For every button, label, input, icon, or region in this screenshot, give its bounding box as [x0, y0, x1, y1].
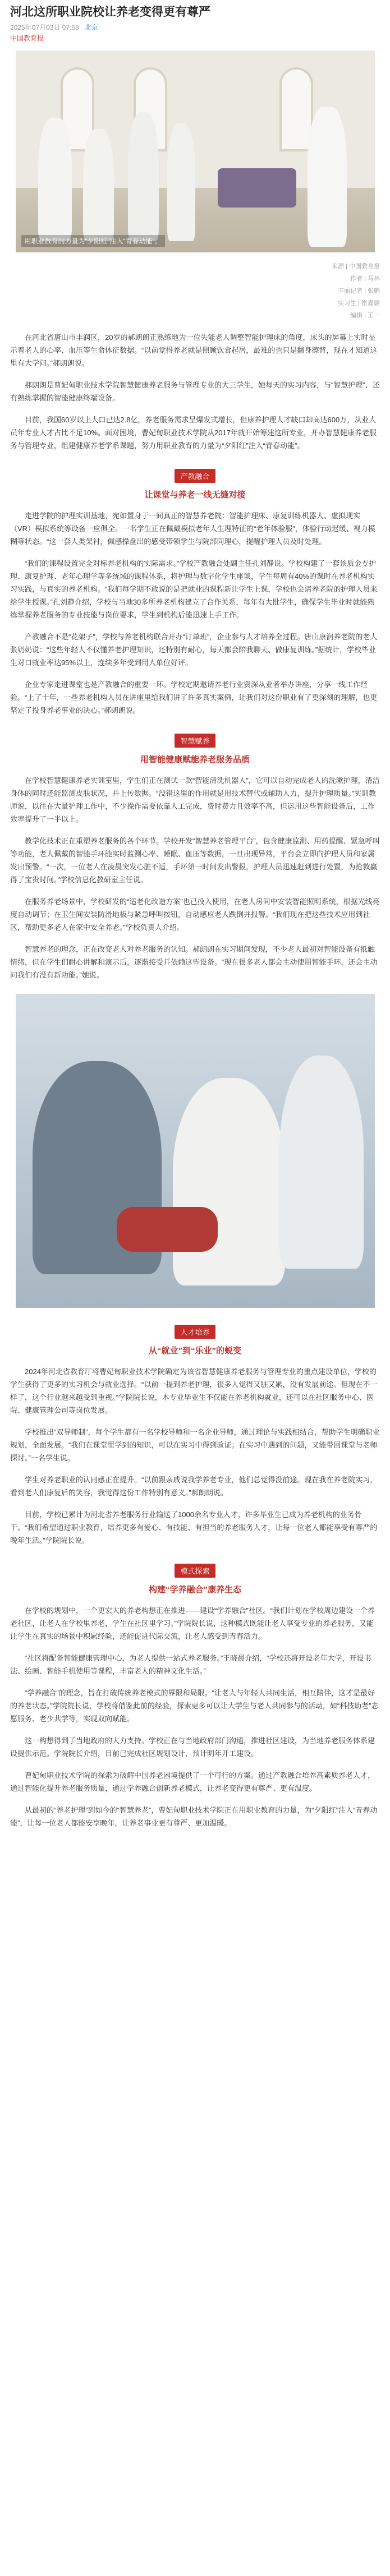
hero-window	[279, 67, 313, 151]
hero-person	[308, 107, 347, 247]
paragraph: 曹妃甸职业技术学院的探索为破解中国养老困境提供了一个可行的方案。通过产教融合培养高素质养老人才，通过智能化提升养老服务质量，通过学养融合创新养老模式，让养老变得更有尊严、更有温度。	[10, 1771, 375, 1792]
paragraph: 2024年河北省教育厅将曹妃甸职业技术学院确定为该省智慧健康养老服务与管理专业的重点建设单位，学校的学生获得了更多的实习机会与就业选择。“以前一提到养老护理，很多人觉得又脏又累，没有发展前途。但现在不一样了，这个行业越来越受到重视。”学院院长说，本专业毕业生不仅能在养老机构就业，还可以在社区服务中心、医院、健康管理公司等岗位发展。	[10, 1367, 378, 1414]
credit-line: 编辑 | 王一	[350, 312, 380, 319]
paragraph: 学校推出“双导师制”，每个学生都有一名学校导师和一名企业导师，通过理论与实践相结合，帮助学生明确职业规划，全面发展。“我们在课堂里学到的知识，可以在实习中得到验证；在实习中遇到的问题，又能带回课堂与老师探讨。”一名学生说。	[10, 1428, 380, 1462]
hero-person	[38, 118, 72, 241]
article-title: 河北这所职业院校让养老变得更有尊严	[10, 5, 210, 19]
section-title: 从“就业”到“乐业”的蜕变	[148, 1346, 241, 1356]
section-header	[10, 1564, 380, 1595]
hero-person	[83, 129, 114, 241]
section-title: 让课堂与养老一线无缝对接	[144, 490, 246, 500]
paragraph: 在服务养老场景中，学校研发的“适老化改造方案”也已投入使用，在老人房间中安装智能照明系统，根据光线亮度自动调节；在卫生间安装防滑地板与紧急呼叫按钮，自动感应老人跌倒并报警。“我们现在把这些技术应用到社区，帮助更多老人在家中安全养老。”学校负责人介绍。	[10, 897, 380, 932]
article-author[interactable]: 北京	[84, 24, 98, 31]
credit-line: 丰丽记者 | 张鹏	[338, 288, 380, 294]
credit-line: 作者 | 马林	[350, 275, 380, 282]
section-header	[10, 734, 380, 765]
paragraph: 走进学院的护理实训基地，宛如置身于一间真正的智慧养老院：智能护理床、康复训练机器人、虚拟现实（VR）模拟系统等设备一应俱全。一名学生正在佩戴模拟老年人生理特征的“老年体验服”，体验行动迟缓、视力模糊等状态。“这一套人类架衬，佩感操盘出的感受带领学生与院部同理心，提醒护理人员及时处理。	[10, 511, 375, 546]
paragraph: “社区将配备智能健康管理中心，为老人提供一站式养老服务。”王晓晨介绍，“学校还将开设老年大学，开设书法、绘画、智能手机使用等课程，丰富老人的精神文化生活。”	[10, 1654, 371, 1675]
paragraph: 智慧养老的理念，正在改变老人对养老服务的认知。郝朗朗在实习期间发现，不少老人最初对智能设备有抵触情绪，但在学生们耐心讲解和演示后，逐渐接受并依赖这些设备。“现在很多老人都会主动使用智能手环，还会主动问我们有没有新功能。”她说。	[10, 945, 378, 979]
section-badge: 产教融合	[175, 469, 215, 483]
paragraph: 郝朗朗是曹妃甸职业技术学院智慧健康养老服务与管理专业的大三学生，她每天的实习内容，与“智慧护理”、还有熟练掌握的智能健康终端设备。	[10, 381, 380, 402]
paragraph: 目前，我国60岁以上人口已达2.8亿，养老服务需求呈爆发式增长，但康养护理人才缺口却高达600万，从业人员年专业人才占比不足10%。面对困境，曹妃甸职业技术学院从2017年就开始筹建这所专业，开办智慧健康养老服务与管理专业，组建健康养老学系课题，努力用职业教育的力量为“夕阳红”注入“青春动能”。	[10, 416, 377, 450]
credit-line: 实习生 | 崔嘉璐	[338, 300, 380, 307]
article-photo	[16, 994, 375, 1308]
paragraph: 在学校智慧健康养老实训室里，学生们正在测试一款“智能清洗机器人”，它可以自动完成老人的洗漱护理，清洁身体的同时还能监测皮肤状况，并上传数据。“没错这里的作用就是用技术替代或辅助人力，提升护理质量。”实训教师说，以往在大量护理工作中，不少操作需要依靠人工完成，费时费力且效率不高，但运用这些智能设备后，工作效率提升了一半以上。	[10, 776, 380, 823]
article-date: 2025年07月03日 07:58	[10, 24, 79, 31]
hero-chair	[218, 168, 296, 208]
paragraph: 学生对养老职业的认同感正在提升。“以前跟亲戚说我学养老专业，他们总觉得没前途。现在我在养老院实习，看到老人们康复后的笑容，我觉得这份工作特别有意义。”郝朗朗说。	[10, 1476, 378, 1497]
section-title: 构建“学养融合”康养生态	[148, 1585, 241, 1595]
credits	[10, 260, 380, 322]
article-meta	[10, 22, 380, 32]
article-source-row	[10, 33, 380, 43]
paragraph: “学养融合”的理念，旨在打破传统养老模式的界限和局限。“让老人与年轻人共同生活，相互陪伴，这才是最好的养老状态。”学院院长说，学校将借鉴此前的经验，探索更多可以让大学生与老人共同参与的活动，如“科技助老”志愿服务、老少共学等，实现双向赋能。	[10, 1689, 379, 1723]
paragraph: 在河北省唐山市丰润区，20岁的郝朗朗正熟练地为一位失能老人调整智能护理床的角度，床头的屏幕上实时显示着老人的心率、血压等生命体征数据。“以前觉得养老就是照顾饮食起居，最难的也只是翻身擦背，现在才知道这里有大学问。”郝朗朗说。	[10, 333, 378, 367]
photo-figure	[279, 1056, 364, 1269]
photo-figure	[117, 1207, 218, 1252]
photo-figure	[173, 1078, 285, 1285]
hero-person	[167, 123, 195, 241]
paragraph: 教学化技术正在重塑养老服务的各个环节。学校开发“智慧养老管理平台”，包含健康监测、用药提醒、紧急呼叫等功能，老人佩戴的智能手环能实时监测心率、睡眠、血压等数据，一旦出现异常，平台会立即向护理人员和家属发出预警。“一次，一位老人在凌晨突发心脏不适，手环第一时间发出警报，护理人员迅速赶到进行处置，为抢救赢得了宝贵时间。”学校信息化教研室主任说。	[10, 837, 380, 884]
section-badge: 模式探索	[175, 1564, 215, 1578]
article-source[interactable]: 中国教育报	[10, 34, 44, 42]
paragraph: 产教融合不是“花架子”，学校与养老机构联合开办“订单班”，企业参与人才培养全过程。唐山康润养老院的老人张奶奶说：“这些年轻人不仅懂养老护理知识，还特别有耐心，每天都会陪我聊天、做康复训练。”据统计，学校毕业生对口就业率达95%以上，连续多年受到用人单位好评。	[10, 633, 378, 667]
paragraph: 目前，学校已累计为河北省养老服务行业输送了1000余名专业人才，许多毕业生已成为养老机构的业务骨干。“我们希望通过职业教育，培养更多有爱心、有技能、有担当的养老服务人才，让每一位老人都能享受有尊严的晚年生活。”学院院长说。	[10, 1510, 378, 1545]
section-header	[10, 469, 380, 500]
hero-image	[16, 50, 375, 252]
paragraph: 在学校的规划中，一个更宏大的养老构想正在推进——建设“学养融合”社区。“我们计划在学校周边建设一个养老社区，让老人在学校里养老，学生在社区里学习。”学院院长说，这种模式既能让老人享受专业的养老服务，又能让学生在真实的场景中积累经验，还能促进代际交流，让老人感受到青春活力。	[10, 1606, 375, 1640]
credit-line: 来源 | 中国教育报	[332, 263, 380, 270]
hero-caption: 用职业教育的力量为“夕阳红”注入“青春动能”。	[21, 235, 165, 247]
hero-person	[128, 112, 159, 241]
section-badge: 人才培养	[175, 1325, 215, 1339]
section-header	[10, 1325, 380, 1356]
section-badge: 智慧赋养	[175, 734, 215, 748]
section-title: 用智能健康赋能养老服务品质	[140, 755, 250, 764]
paragraph: 这一构想得到了当地政府的大力支持。学校正在与当地政府部门沟通，推进社区建设，为当地养老服务体系建设提供示范。学院院长介绍，目前已完成社区规划设计，预计明年开工建设。	[10, 1736, 375, 1758]
paragraph: “我们的课程设置完全对标养老机构的实际需求。”学校产教融合处副主任孔刘静说。学校构建了一套该质金专护理、康复护理、老年心理学等多统域的课程体系，将护理与数字化学生座谈，学生每周有40%的课时在养老机构实习实践，与真实的养老机构。“我们每学期不敢说的是把就业的课程新让学生上课，学校也会请养老院的护理人员来给学生授课。”孔刘静介绍，学校与当地30多所养老机构建立了合作关系，每年有大批学生，确保学生毕业时就能熟练掌握养老服务的专业技能与岗位要求，学生到机构后能迅速上手工作。	[10, 559, 378, 619]
paragraph: 企业专家走进课堂也是产教融合的重要一环。学校定期邀请养老行业资深从业者举办讲座，分享一线工作经验。“上了十年，一些养老机构人员在讲座里给我们讲了许多真实案例，让我们对这份职业有了更深刻的理解，也更坚定了投身养老事业的决心。”郝朗朗说。	[10, 680, 378, 715]
paragraph: 从最初的“养老护理”到如今的“智慧养老”，曹妃甸职业技术学院正在用职业教育的力量，为“夕阳红”注入“青春动能”，让每一位老人都能安享晚年，让养老事业更有尊严、更加温暖。	[10, 1806, 378, 1827]
